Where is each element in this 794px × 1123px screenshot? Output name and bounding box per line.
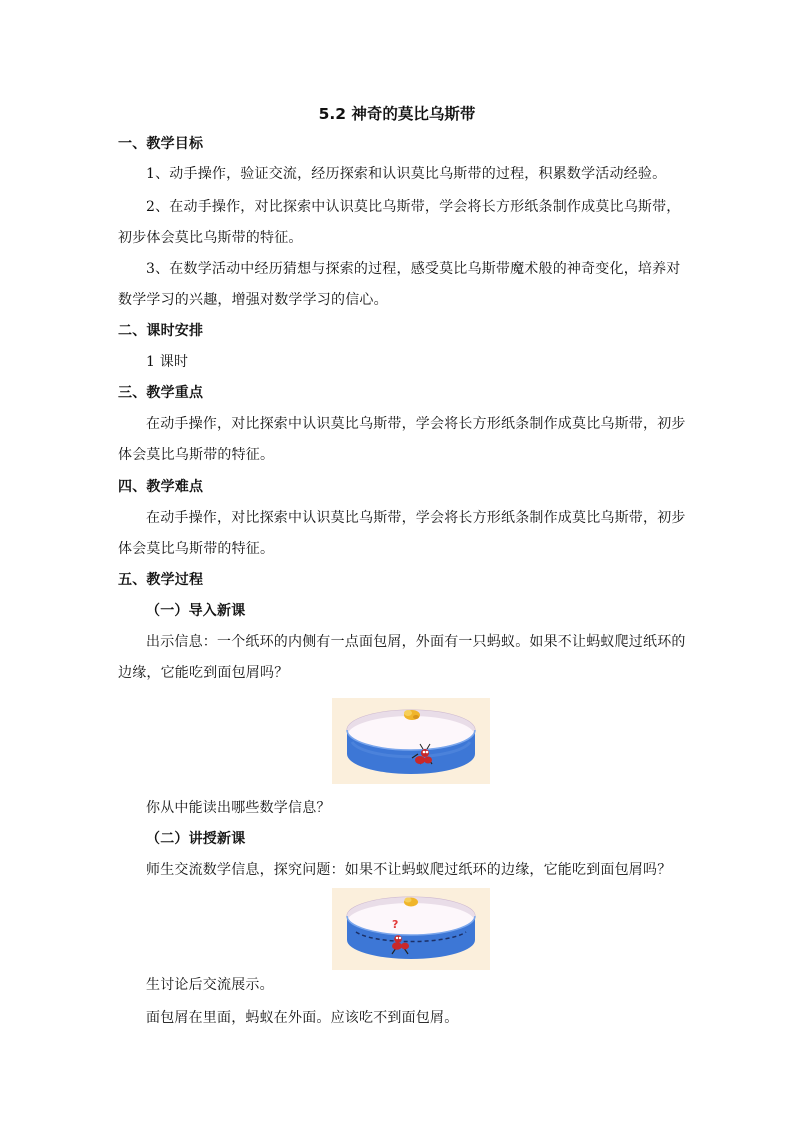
heading-difficulties: 四、教学难点 bbox=[118, 479, 204, 495]
heading-process: 五、教学过程 bbox=[118, 572, 204, 588]
paper-ring-path-illustration bbox=[332, 888, 490, 970]
heading-key-points: 三、教学重点 bbox=[118, 385, 204, 401]
key-points-line-2: 体会莫比乌斯带的特征。 bbox=[118, 447, 275, 463]
intro-paragraph-line-2: 边缘，它能吃到面包屑吗？ bbox=[118, 665, 289, 681]
lesson-paragraph: 师生交流数学信息，探究问题：如果不让蚂蚁爬过纸环的边缘，它能吃到面包屑吗？ bbox=[146, 862, 672, 878]
bread-crumb-icon bbox=[404, 898, 418, 907]
goal-item-2-line-1: 2、在动手操作，对比探索中认识莫比乌斯带，学会将长方形纸条制作成莫比乌斯带， bbox=[146, 199, 681, 215]
goal-item-1: 1、动手操作，验证交流，经历探索和认识莫比乌斯带的过程，积累数学活动经验。 bbox=[146, 166, 667, 182]
page-title: 5.2 神奇的莫比乌斯带 bbox=[318, 105, 476, 123]
goal-item-3-line-1: 3、在数学活动中经历猜想与探索的过程，感受莫比乌斯带魔术般的神奇变化，培养对 bbox=[146, 261, 681, 277]
difficulties-line-1: 在动手操作，对比探索中认识莫比乌斯带，学会将长方形纸条制作成莫比乌斯带，初步 bbox=[146, 510, 686, 526]
answer-text: 面包屑在里面，蚂蚁在外面。应该吃不到面包屑。 bbox=[146, 1010, 459, 1026]
heading-schedule: 二、课时安排 bbox=[118, 323, 204, 339]
difficulties-line-2: 体会莫比乌斯带的特征。 bbox=[118, 541, 275, 557]
subheading-new-lesson: （二）讲授新课 bbox=[146, 831, 246, 847]
goal-item-2-line-2: 初步体会莫比乌斯带的特征。 bbox=[118, 230, 303, 246]
goal-item-3-line-2: 数学学习的兴趣，增强对数学学习的信心。 bbox=[118, 292, 388, 308]
key-points-line-1: 在动手操作，对比探索中认识莫比乌斯带，学会将长方形纸条制作成莫比乌斯带，初步 bbox=[146, 416, 686, 432]
question-mark-label: ? bbox=[392, 918, 399, 931]
intro-paragraph-line-1: 出示信息：一个纸环的内侧有一点面包屑，外面有一只蚂蚁。如果不让蚂蚁爬过纸环的 bbox=[146, 634, 686, 650]
heading-teaching-goals: 一、教学目标 bbox=[118, 136, 204, 152]
schedule-text: 1 课时 bbox=[146, 354, 189, 370]
subheading-intro: （一）导入新课 bbox=[146, 603, 246, 619]
bread-crumb-icon bbox=[404, 710, 420, 720]
question-math-info: 你从中能读出哪些数学信息？ bbox=[146, 800, 331, 816]
discussion-text: 生讨论后交流展示。 bbox=[146, 977, 274, 993]
paper-ring-illustration bbox=[332, 698, 490, 784]
